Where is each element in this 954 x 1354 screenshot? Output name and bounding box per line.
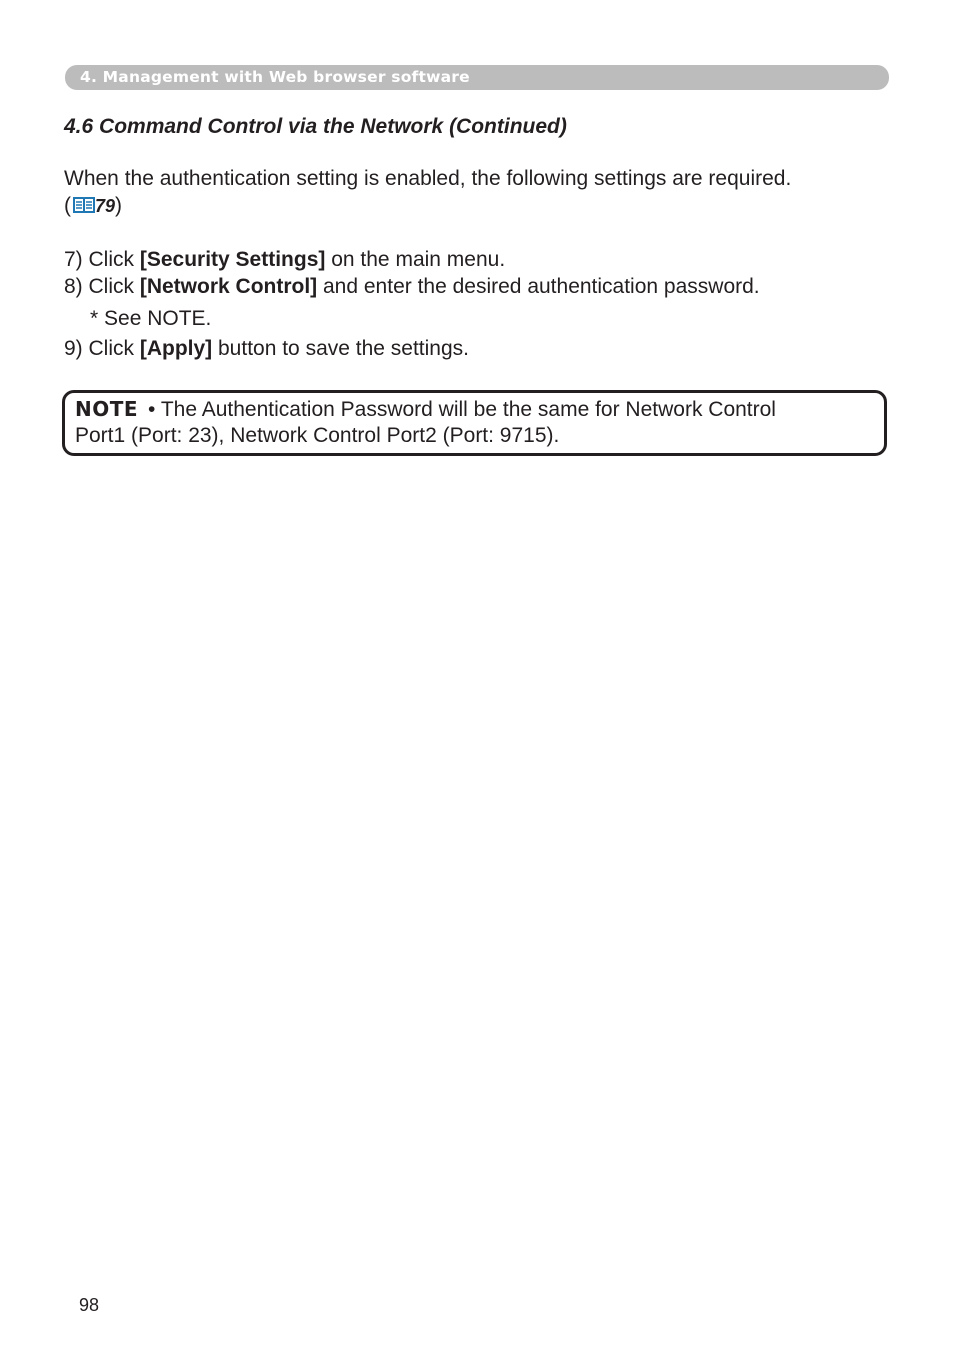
note-label: NOTE	[75, 397, 139, 421]
chapter-header-bar	[65, 65, 889, 90]
book-icon	[73, 196, 95, 220]
page-number: 98	[79, 1295, 100, 1315]
intro-text: When the authentication setting is enabled, the following settings are required.	[64, 167, 792, 190]
step-suffix: button to save the settings.	[212, 337, 470, 360]
step-9	[64, 337, 469, 361]
step-8	[64, 275, 760, 299]
note-text-1: • The Authentication Password will be the same for Network Control	[148, 398, 776, 421]
note-line-1	[75, 397, 776, 422]
section-title: 4.6 Command Control via the Network (Continued)	[64, 115, 567, 138]
step-ui-label: [Apply]	[139, 337, 213, 360]
see-note: * See NOTE.	[90, 307, 212, 330]
note-box	[62, 390, 887, 456]
step-suffix: on the main menu.	[325, 248, 506, 271]
ref-close-paren: )	[115, 194, 123, 217]
note-line-2: Port1 (Port: 23), Network Control Port2 (Port: 9715).	[75, 424, 560, 447]
step-suffix: and enter the desired authentication password.	[317, 275, 760, 298]
step-prefix: 8) Click	[64, 275, 140, 298]
ref-open-paren: (	[64, 194, 71, 217]
step-ui-label: [Security Settings]	[139, 248, 326, 271]
step-7	[64, 248, 505, 272]
step-prefix: 9) Click	[64, 337, 140, 360]
ref-page-number: 79	[95, 196, 116, 216]
page-reference[interactable]	[64, 194, 122, 220]
chapter-label: 4. Management with Web browser software	[80, 68, 470, 86]
step-ui-label: [Network Control]	[139, 275, 318, 298]
step-prefix: 7) Click	[64, 248, 140, 271]
